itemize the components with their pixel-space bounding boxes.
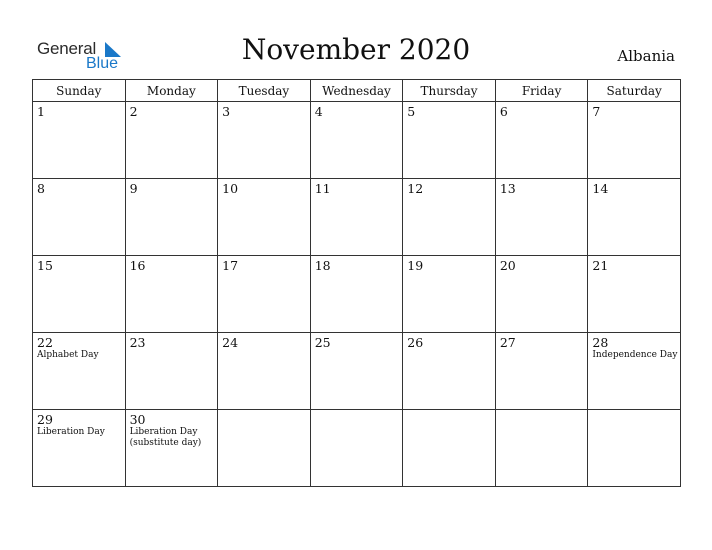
day-number bbox=[311, 410, 403, 413]
day-cell bbox=[33, 256, 126, 333]
day-cell bbox=[495, 256, 588, 333]
day-cell bbox=[495, 102, 588, 179]
weekday-header: Tuesday bbox=[218, 80, 311, 102]
day-cell bbox=[218, 410, 311, 487]
day-number: 3 bbox=[222, 104, 231, 119]
day-cell bbox=[218, 102, 311, 179]
day-cell bbox=[588, 333, 681, 410]
calendar-body bbox=[33, 102, 681, 487]
day-cell bbox=[403, 102, 496, 179]
day-cell bbox=[588, 179, 681, 256]
week-row bbox=[33, 410, 681, 487]
holiday-label: Alphabet Day bbox=[37, 350, 99, 360]
day-cell bbox=[33, 102, 126, 179]
weekday-header: Wednesday bbox=[310, 80, 403, 102]
day-cell bbox=[588, 102, 681, 179]
day-number: 2 bbox=[129, 104, 138, 119]
day-cell bbox=[495, 410, 588, 487]
day-number: 6 bbox=[499, 104, 508, 119]
day-number: 27 bbox=[499, 335, 516, 350]
day-cell bbox=[310, 102, 403, 179]
day-number: 18 bbox=[314, 258, 331, 273]
day-number: 5 bbox=[407, 104, 416, 119]
day-cell bbox=[310, 410, 403, 487]
day-number: 22 bbox=[37, 335, 53, 350]
day-cell bbox=[403, 333, 496, 410]
day-number: 4 bbox=[314, 104, 323, 119]
day-number: 24 bbox=[222, 335, 239, 350]
holiday-label: Liberation Day (substitute day) bbox=[129, 427, 202, 448]
day-number: 9 bbox=[129, 181, 138, 196]
day-cell bbox=[125, 256, 218, 333]
day-number: 23 bbox=[129, 335, 146, 350]
day-cell bbox=[588, 410, 681, 487]
day-number: 15 bbox=[37, 258, 53, 273]
week-row bbox=[33, 256, 681, 333]
week-row bbox=[33, 179, 681, 256]
day-number: 12 bbox=[407, 181, 424, 196]
day-cell bbox=[125, 179, 218, 256]
day-number: 14 bbox=[592, 181, 609, 196]
weekday-header-row bbox=[33, 80, 681, 102]
week-row bbox=[33, 333, 681, 410]
month-calendar-grid bbox=[32, 79, 681, 487]
day-number: 16 bbox=[129, 258, 146, 273]
day-number: 26 bbox=[407, 335, 424, 350]
day-cell bbox=[495, 179, 588, 256]
day-cell bbox=[310, 333, 403, 410]
day-number: 30 bbox=[129, 412, 146, 427]
day-cell bbox=[403, 179, 496, 256]
weekday-header: Thursday bbox=[403, 80, 496, 102]
day-cell bbox=[125, 102, 218, 179]
day-cell bbox=[310, 256, 403, 333]
day-cell bbox=[310, 179, 403, 256]
weekday-header: Monday bbox=[125, 80, 218, 102]
day-number: 1 bbox=[37, 104, 45, 119]
day-number: 28 bbox=[592, 335, 609, 350]
week-row bbox=[33, 102, 681, 179]
day-cell bbox=[125, 333, 218, 410]
day-cell bbox=[125, 410, 218, 487]
day-cell bbox=[403, 256, 496, 333]
day-cell bbox=[33, 410, 126, 487]
day-cell bbox=[33, 179, 126, 256]
day-cell bbox=[33, 333, 126, 410]
day-number: 13 bbox=[499, 181, 516, 196]
day-cell bbox=[218, 256, 311, 333]
day-number: 19 bbox=[407, 258, 424, 273]
day-number: 21 bbox=[592, 258, 609, 273]
day-cell bbox=[403, 410, 496, 487]
logo-text-general: General bbox=[37, 39, 97, 58]
day-cell bbox=[218, 333, 311, 410]
day-number bbox=[218, 410, 310, 413]
day-number: 17 bbox=[222, 258, 239, 273]
logo-text-blue: Blue bbox=[86, 55, 119, 72]
day-number: 29 bbox=[37, 412, 53, 427]
day-number: 10 bbox=[222, 181, 239, 196]
weekday-header: Friday bbox=[495, 80, 588, 102]
day-number: 20 bbox=[499, 258, 516, 273]
weekday-header: Sunday bbox=[33, 80, 126, 102]
day-number bbox=[496, 410, 588, 413]
day-cell bbox=[495, 333, 588, 410]
day-cell bbox=[218, 179, 311, 256]
day-number bbox=[403, 410, 495, 413]
holiday-label: Liberation Day bbox=[37, 427, 105, 437]
holiday-label: Independence Day bbox=[592, 350, 678, 360]
day-number: 25 bbox=[314, 335, 331, 350]
day-number bbox=[588, 410, 680, 413]
day-number: 8 bbox=[37, 181, 45, 196]
day-cell bbox=[588, 256, 681, 333]
day-number: 7 bbox=[592, 104, 601, 119]
calendar-title: November 2020 bbox=[241, 33, 471, 66]
day-number: 11 bbox=[314, 181, 331, 196]
weekday-header: Saturday bbox=[588, 80, 681, 102]
country-label: Albania bbox=[617, 47, 675, 65]
